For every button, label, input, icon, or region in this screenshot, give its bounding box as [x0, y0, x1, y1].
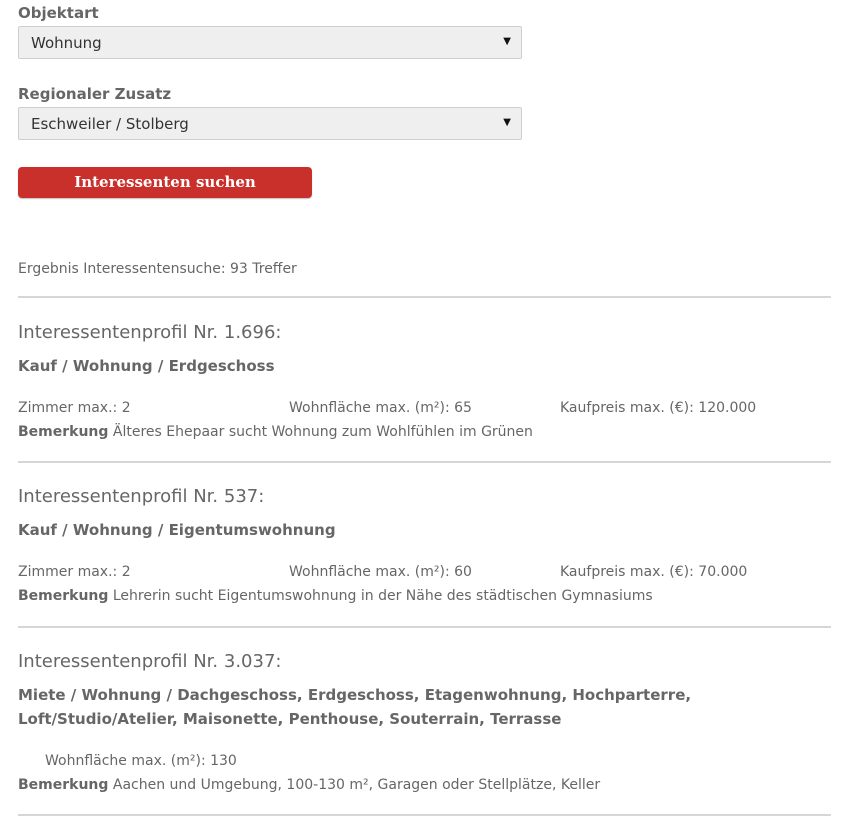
remark-text: Aachen und Umgebung, 100-130 m², Garagen oder Stellplätze, Keller	[112, 777, 601, 793]
profile-card	[18, 322, 831, 444]
objektart-select[interactable]	[18, 26, 522, 59]
kaufpreis-max: Kaufpreis max. (€): 120.000	[560, 400, 757, 416]
zimmer-max: Zimmer max.: 2	[18, 564, 131, 580]
result-count: Ergebnis Interessentensuche: 93 Treffer	[18, 261, 297, 277]
profile-remark	[18, 420, 831, 444]
profile-title: Interessentenprofil Nr. 537:	[18, 486, 265, 507]
objektart-selected-value: Wohnung	[31, 34, 102, 52]
profile-title: Interessentenprofil Nr. 1.696:	[18, 322, 282, 343]
profile-details	[18, 560, 831, 584]
profile-card	[18, 486, 831, 608]
wohnflaeche-max: Wohnfläche max. (m²): 65	[289, 400, 472, 416]
remark-text: Älteres Ehepaar sucht Wohnung zum Wohlfühlen im Grünen	[112, 424, 533, 440]
divider	[18, 814, 831, 816]
objektart-label: Objektart	[18, 4, 99, 22]
regionaler-zusatz-select[interactable]	[18, 107, 522, 140]
search-button[interactable]: Interessenten suchen	[18, 167, 312, 198]
remark-label: Bemerkung	[18, 777, 109, 793]
profile-title: Interessentenprofil Nr. 3.037:	[18, 651, 282, 672]
regionaler-zusatz-selected-value: Eschweiler / Stolberg	[31, 115, 189, 133]
regionaler-zusatz-label: Regionaler Zusatz	[18, 85, 172, 103]
dropdown-arrow-icon: ▼	[503, 117, 511, 128]
remark-label: Bemerkung	[18, 424, 109, 440]
zimmer-max: Zimmer max.: 2	[18, 400, 131, 416]
profile-details	[18, 396, 831, 420]
wohnflaeche-max: Wohnfläche max. (m²): 60	[289, 564, 472, 580]
profile-type: Miete / Wohnung / Dachgeschoss, Erdgeschoss, Etagenwohnung, Hochparterre, Loft/Studio/Atelier, Maisonette, Penthouse, Souterrain, Terrasse	[18, 686, 692, 728]
wohnflaeche-max: Wohnfläche max. (m²): 130	[45, 753, 237, 769]
remark-text: Lehrerin sucht Eigentumswohnung in der Nähe des städtischen Gymnasiums	[112, 588, 653, 604]
profile-card	[18, 651, 831, 797]
profile-remark	[18, 584, 831, 608]
profile-details	[18, 749, 831, 773]
profile-type: Kauf / Wohnung / Eigentumswohnung	[18, 521, 336, 539]
dropdown-arrow-icon: ▼	[503, 36, 511, 47]
remark-label: Bemerkung	[18, 588, 109, 604]
divider	[18, 296, 831, 298]
divider	[18, 461, 831, 463]
kaufpreis-max: Kaufpreis max. (€): 70.000	[560, 564, 748, 580]
profile-type: Kauf / Wohnung / Erdgeschoss	[18, 357, 275, 375]
divider	[18, 626, 831, 628]
profile-remark	[18, 773, 831, 797]
